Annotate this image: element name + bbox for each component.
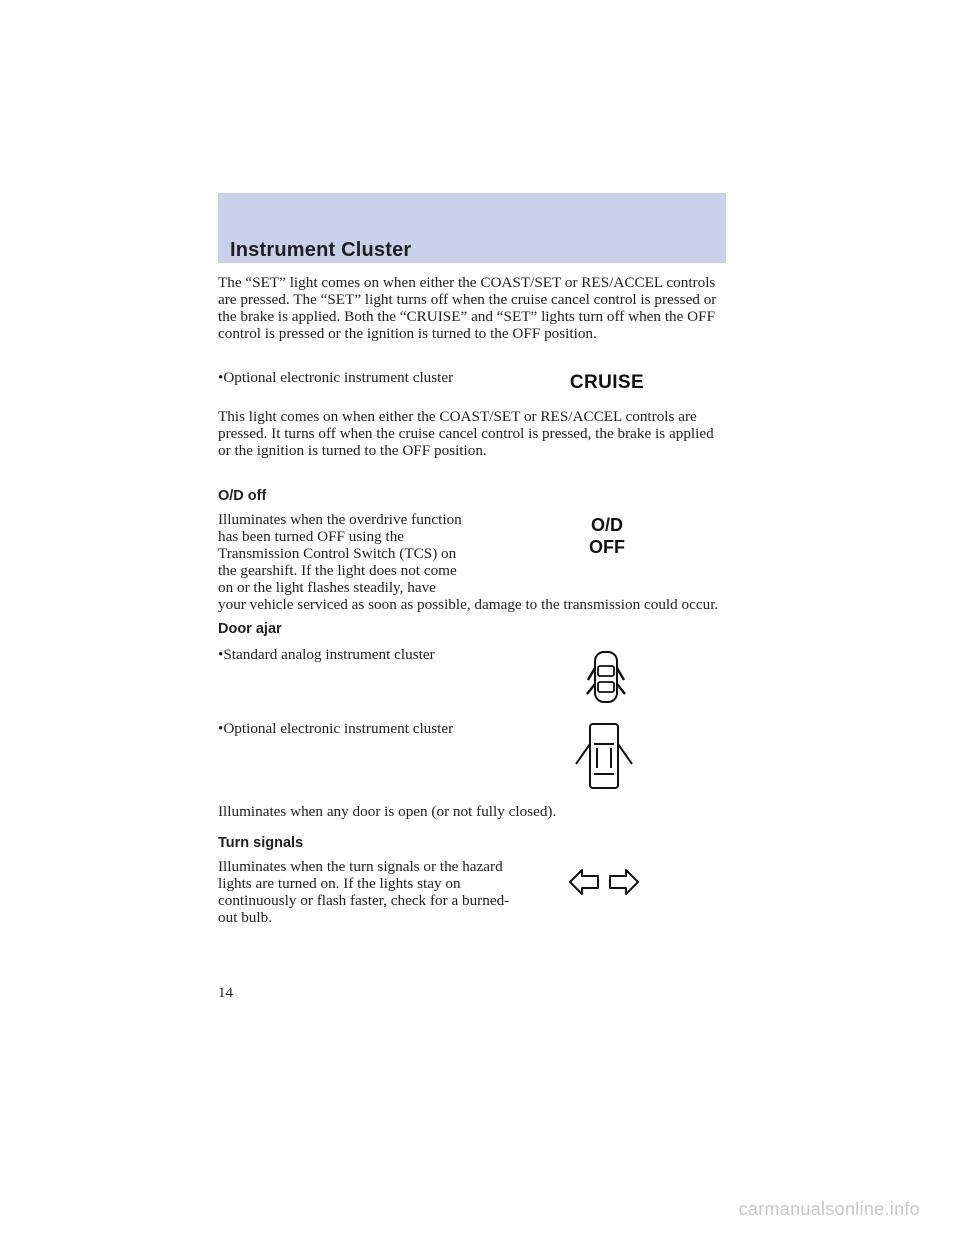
turn-signals-paragraph: Illuminates when the turn signals or the hazard lights are turned on. If the lights stay on continuously or flash faster, check for a burned-out bulb. [218,858,510,926]
od-off-paragraph: Illuminates when the overdrive function has been turned OFF using the Transmission Control Switch (TCS) on the gearshift. If the light does not come on or the light flashes steadily, have your vehicle serviced as soon as possible, damage to the transmission could occur. [218,512,724,613]
od-off-indicator-icon [560,514,654,558]
cruise-paragraph: This light comes on when either the COAST/SET or RES/ACCEL controls are pressed. It turns off when the cruise cancel control is pressed, the brake is applied or the ignition is turned to the OFF position. [218,408,714,459]
cruise-indicator-icon: CRUISE [569,372,645,393]
section-title: Instrument Cluster [230,239,412,261]
section-header-band [218,193,726,263]
door-analog-bullet-text: • Standard analog instrument cluster [218,647,458,664]
page-number: 14 [218,985,233,1001]
door-ajar-heading: Door ajar [218,621,282,637]
set-light-paragraph: The “SET” light comes on when either the COAST/SET or RES/ACCEL controls are pressed. The “SET” light turns off when the cruise cancel control is pressed or the brake is applied. Both the “CRUISE” and “SET” lights turn off when the OFF control is pressed or the ignition is turned to the OFF position. [218,274,717,342]
door-ajar-analog-icon [582,650,630,706]
od-off-heading: O/D off [218,488,267,504]
od-label: O/D [590,515,623,535]
off-label: OFF [589,537,625,557]
door-ajar-paragraph: Illuminates when any door is open (or not fully closed). [218,803,557,820]
turn-signals-heading: Turn signals [218,835,304,851]
cruise-bullet-text: • Optional electronic instrument cluster [218,370,458,387]
watermark: carmanualsonline.info [738,1199,920,1219]
turn-signal-arrows-icon [568,866,640,898]
door-ajar-electronic-icon [572,722,636,792]
door-electronic-bullet-text: • Optional electronic instrument cluster [218,721,458,738]
